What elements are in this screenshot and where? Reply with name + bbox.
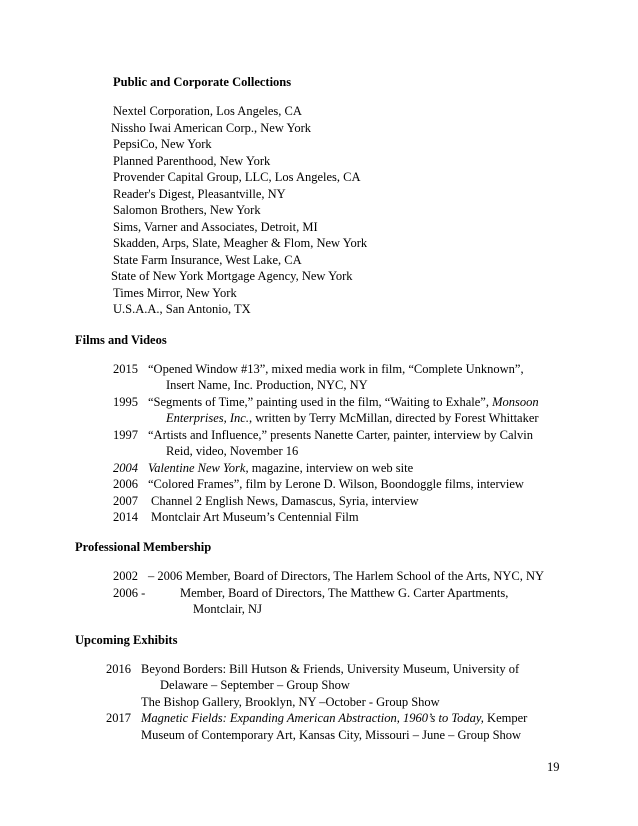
list-item: Nextel Corporation, Los Angeles, CA — [113, 104, 302, 118]
list-item: U.S.A.A., San Antonio, TX — [113, 302, 251, 316]
entry-year: 2006 - — [113, 586, 146, 600]
entry-text: Beyond Borders: Bill Hutson & Friends, University Museum, University of — [141, 662, 520, 676]
membership-heading: Professional Membership — [75, 540, 212, 554]
list-item: Salomon Brothers, New York — [113, 203, 261, 217]
list-item: PepsiCo, New York — [113, 137, 212, 151]
entry-text: Montclair Art Museum’s Centennial Film — [151, 510, 359, 524]
entry-year: 2014 — [113, 510, 138, 524]
entry-year: 2007 — [113, 494, 138, 508]
entry-text: Enterprises, Inc., written by Terry McMillan, directed by Forest Whittaker — [166, 411, 539, 425]
entry-year: 2004 — [113, 461, 138, 475]
entry-text: Member, Board of Directors, The Matthew G. Carter Apartments, — [180, 586, 509, 600]
entry-year: 1995 — [113, 395, 138, 409]
entry-year: 2015 — [113, 362, 138, 376]
list-item: Reader's Digest, Pleasantville, NY — [113, 187, 286, 201]
entry-text: Montclair, NJ — [193, 602, 262, 616]
entry-text: “Segments of Time,” painting used in the film, “Waiting to Exhale”, Monsoon — [148, 395, 539, 409]
list-item: Sims, Varner and Associates, Detroit, MI — [113, 220, 318, 234]
list-item: Planned Parenthood, New York — [113, 154, 271, 168]
entry-year: 2016 — [106, 662, 131, 676]
films-heading: Films and Videos — [75, 333, 167, 347]
entry-text: Reid, video, November 16 — [166, 444, 299, 458]
list-item: Provender Capital Group, LLC, Los Angeles, CA — [113, 170, 361, 184]
entry-text: – 2006 Member, Board of Directors, The Harlem School of the Arts, NYC, NY — [148, 569, 545, 583]
entry-text: Valentine New York, magazine, interview on web site — [148, 461, 414, 475]
page-number: 19 — [547, 760, 560, 774]
entry-year: 1997 — [113, 428, 138, 442]
entry-text: “Artists and Influence,” presents Nanette Carter, painter, interview by Calvin — [148, 428, 533, 442]
list-item: State Farm Insurance, West Lake, CA — [113, 253, 302, 267]
entry-text: Channel 2 English News, Damascus, Syria, interview — [151, 494, 419, 508]
entry-text: Museum of Contemporary Art, Kansas City, Missouri – June – Group Show — [141, 728, 522, 742]
list-item: State of New York Mortgage Agency, New York — [111, 269, 353, 283]
list-item: Times Mirror, New York — [113, 286, 237, 300]
entry-text: Insert Name, Inc. Production, NYC, NY — [166, 378, 368, 392]
upcoming-heading: Upcoming Exhibits — [75, 633, 178, 647]
entry-text: “Opened Window #13”, mixed media work in film, “Complete Unknown”, — [148, 362, 524, 376]
entry-year: 2017 — [106, 711, 131, 725]
entry-text: The Bishop Gallery, Brooklyn, NY –October - Group Show — [141, 695, 440, 709]
list-item: Skadden, Arps, Slate, Meagher & Flom, New York — [113, 236, 368, 250]
entry-text: Magnetic Fields: Expanding American Abstraction, 1960’s to Today, Kemper — [141, 711, 528, 725]
list-item: Nissho Iwai American Corp., New York — [111, 121, 311, 135]
entry-year: 2002 — [113, 569, 138, 583]
entry-text: “Colored Frames”, film by Lerone D. Wilson, Boondoggle films, interview — [148, 477, 524, 491]
collections-heading: Public and Corporate Collections — [113, 75, 292, 89]
entry-year: 2006 — [113, 477, 138, 491]
entry-text: Delaware – September – Group Show — [160, 678, 350, 692]
